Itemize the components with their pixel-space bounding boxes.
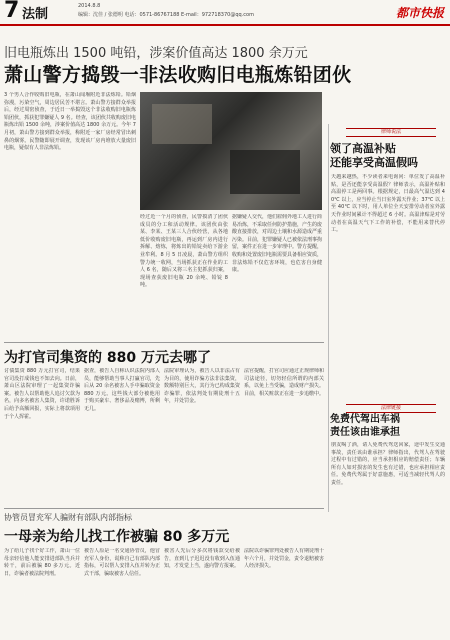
story2-column-1: 讨债集资 880 万元打官司，结果官司没打成钱也不知去向。日前，萧山区法院审理了一起集资诈骗案。被告人以帮助他人追讨欠款为名，向多名被害人集资，许诺胜诉后给予高额回报，实际上将款项用于个人挥霍。 (4, 368, 80, 420)
sidebar-tag: 律师说法 (346, 128, 436, 137)
story2-column-2: 据查，被告人自称认识法院内部人员，能够帮助当事人打赢官司，先后从 20 余名被害人手中骗取资金 880 万元。这些钱大部分被他用于购买豪车、奢侈品及赌博，所剩无几。 (84, 368, 160, 412)
divider (4, 342, 324, 343)
story3-label: 协管员冒充军人骗财有部队内部指标 (4, 513, 132, 522)
photo-detail (152, 104, 212, 144)
lead-headline: 萧山警方捣毁一非法收购旧电瓶炼铅团伙 (4, 64, 352, 86)
lead-column-3: 据嫌疑人交代，他们雇佣外地工人进行简易冶炼，不采取任何防护措施，产生的废酸直接排放，对周边土壤和水源造成严重污染。目前，犯罪嫌疑人已被依法刑事拘留，案件正在进一步审理中。警方提醒，收购和处置废旧电瓶需要具备相应资质，非法炼铅不仅危害环境，也危害自身健康。 (232, 214, 322, 274)
sidebar-title: 免费代驾出车祸 责任该由谁承担 (330, 414, 400, 438)
lead-column-1: 3 个男人合作收购旧电瓶，在萧山闻堰附近非法炼铅。铅烟弥漫，污染空气，周边居民苦不堪言。萧山警方接群众举报后，经过周密侦查，于近日一举捣毁这个非法收购旧电瓶炼铅团伙，抓获犯罪嫌疑人 9 名。经查，该团伙共收购废旧电瓶炼出铅 1500 余吨，涉案价值高达 1800 余万元。今年 7 月初，萧山警方接到群众举报，称附近一家厂房经常冒出刺鼻的烟雾。民警随即展开调查，发现该厂房内堆放大量废旧电瓶，疑似有人非法炼铅。 (4, 92, 136, 152)
sidebar-title: 领了高温补贴 还能享受高温假吗 (330, 142, 418, 169)
divider (4, 508, 324, 509)
story3-column-2: 被告人原是一名交通协管员，他冒充军人身份，谎称自己有部队内部指标，可以帮人安排入伍并转为正式干部，骗取被害人信任。 (84, 548, 160, 577)
lead-column-2: 经过近一个月的侦查，民警摸清了团伙成员的分工和活动规律。该团伙由张某、李某、王某三人合伙经营，从各地低价收购废旧电瓶，再运到厂房内进行拆解、熔炼，将炼出的铅锭卖给下游企业牟利。8 月 5 日凌晨，萧山警方组织警力统一收网，当场抓获正在作业的工人 6 名，随后又将三名主犯抓获归案，现场查获废旧电瓶 20 余吨、铅锭 8 吨。 (140, 214, 228, 289)
section-title: 法制 (22, 7, 49, 22)
story2-column-4: 法官提醒，打官司应通过正规律师和司法途径，切勿轻信所谓的内部关系，以免上当受骗，造成财产损失。目前，相关赃款正在进一步追缴中。 (244, 368, 324, 397)
page-number: 7 (4, 0, 20, 23)
lead-subtitle: 旧电瓶炼出 1500 吨铅，涉案价值高达 1800 余万元 (4, 46, 308, 61)
date-line: 2014.8.8 (78, 3, 101, 9)
story3-column-1: 为了给儿子找个好工作，萧山一位母亲轻信他人能安排进部队当兵并转干，前后被骗 80 多万元。近日，诈骗者被法院判刑。 (4, 548, 80, 577)
story3-headline: 一母亲为给儿找工作被骗 80 多万元 (4, 529, 230, 545)
sidebar-body: 天越来越热，不少读者来电询问：单位发了高温补贴，是否还能享受高温假？律师表示，高温补贴和高温停工是两回事。根据规定，日最高气温达到 40℃ 以上，应当停止当日室外露天作业；37℃ 以上至 40℃ 以下时，用人单位全天安排劳动者室外露天作业时间累计不得超过 6 小时。高温津贴是对劳动者在高温天气下工作的补偿，不能用来替代停工。 (331, 174, 445, 234)
photo-detail (230, 150, 300, 194)
story3-column-3: 被害人先后分多次将钱款交给被告，直到儿子迟迟没有收到入伍通知，才发觉上当，遂向警方报案。 (164, 548, 240, 570)
paper-name: 都市快报 (395, 6, 444, 20)
sidebar-tag: 法律链接 (346, 404, 436, 413)
story3-column-4: 法院以诈骗罪判处被告人有期徒刑十年六个月，并处罚金，责令退赔被害人经济损失。 (244, 548, 324, 570)
sidebar-body: 朋友喝了酒，请人免费代驾送回家，途中发生交通事故，责任该由谁承担？律师指出，代驾人在驾驶过程中有过错的，应当承担相应的赔偿责任；车辆所有人如对损害的发生也有过错，也应承担相应责任。免费代驾属于好意施惠，可适当减轻代驾人的责任。 (331, 442, 445, 486)
editor-line: 编辑：沈佳 / 张德明 电话：0571-86767188 E-mail：972718370@qq.com (78, 12, 254, 18)
story2-column-3: 法院审理认为，被告人以非法占有为目的，使用诈骗方法非法集资，数额特别巨大，其行为已构成集资诈骗罪，依法判处有期徒刑十五年，并处罚金。 (164, 368, 240, 405)
story2-headline: 为打官司集资的 880 万元去哪了 (4, 350, 211, 366)
